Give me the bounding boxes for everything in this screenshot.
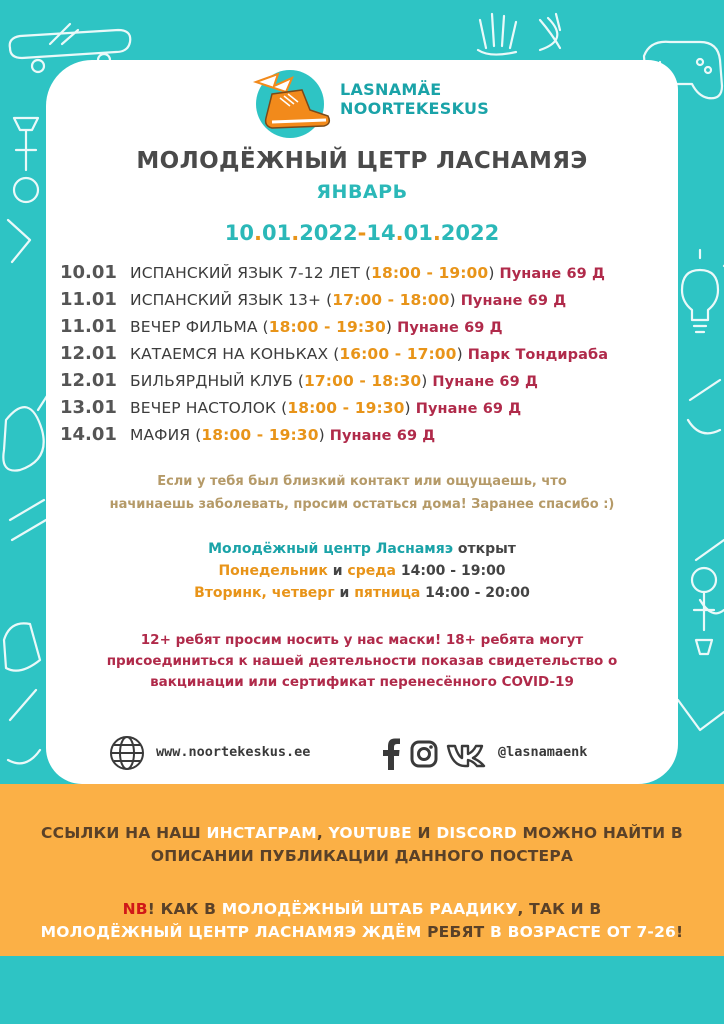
schedule-place: Пунане 69 Д	[397, 320, 503, 336]
date-from-month: 01	[261, 221, 292, 245]
schedule-row: 11.01 ВЕЧЕР ФИЛЬМА (18:00 - 19:30) Пунане 69 Д	[60, 316, 503, 337]
discord-label: DISCORD	[436, 824, 517, 842]
brand-name	[340, 80, 489, 118]
schedule-event: МАФИЯ	[130, 426, 191, 444]
mask-line-2: присоединиться к нашей деятельности показав свидетельство о	[106, 653, 618, 669]
schedule-event: КАТАЕМСЯ НА КОНЬКАХ	[130, 345, 329, 363]
friday-label: пятница	[354, 585, 421, 601]
vk-icon[interactable]	[446, 742, 490, 768]
schedule-time: 18:00 - 19:30	[287, 399, 405, 417]
opening-hours	[80, 538, 644, 604]
nb-text-2: , ТАК И В	[517, 900, 602, 918]
social-handle[interactable]: @lasnamaenk	[498, 744, 588, 760]
bottom-strip	[0, 956, 724, 1024]
page-title: МОЛОДЁЖНЫЙ ЦЕТР ЛАСНАМЯЭ	[136, 148, 588, 174]
wednesday-label: среда	[347, 563, 396, 579]
schedule-time: 16:00 - 17:00	[339, 345, 457, 363]
skateboard-side-icon	[688, 380, 724, 613]
schedule-row: 12.01 БИЛЬЯРДНЫЙ КЛУБ (17:00 - 18:30) Пунане 69 Д	[60, 370, 538, 391]
schedule-place: Пунане 69 Д	[432, 374, 538, 390]
notice-line-2: начинаешь заболевать, просим остаться дома! Заранее спасибо :)	[109, 497, 615, 512]
mon-wed-time: 14:00 - 19:00	[400, 563, 506, 579]
date-to-day: 14	[366, 221, 396, 245]
schedule-date: 11.01	[60, 289, 117, 310]
raadiku-label: МОЛОДЁЖНЫЙ ШТАБ РААДИКУ	[221, 900, 518, 918]
lasnamae-label: МОЛОДЁЖНЫЙ ЦЕНТР ЛАСНАМЯЭ	[40, 923, 357, 941]
schedule-event: ИСПАНСКИЙ ЯЗЫК 7-12 ЛЕТ	[130, 264, 360, 282]
mask-line-1: 12+ ребят просим носить у нас маски! 18+ ребята могут	[140, 632, 584, 648]
open-label: открыт	[457, 541, 516, 557]
schedule-row: 14.01 МАФИЯ (18:00 - 19:30) Пунане 69 Д	[60, 424, 436, 445]
schedule-date: 13.01	[60, 397, 117, 418]
health-notice	[80, 470, 644, 516]
links-notice	[0, 822, 724, 868]
schedule-place: Пунане 69 Д	[499, 266, 606, 282]
wait-word: ЖДЁМ	[361, 923, 422, 941]
links-text-1: ССЫЛКИ НА НАШ	[41, 824, 201, 842]
schedule-time: 18:00 - 19:30	[201, 426, 319, 444]
links-text-2: МОЖНО НАЙТИ В	[522, 824, 683, 842]
and-label-2: и	[339, 585, 350, 601]
facebook-icon[interactable]	[382, 738, 400, 770]
schedule-list	[58, 262, 678, 451]
schedule-date: 14.01	[60, 424, 117, 445]
mask-line-3: вакцинации или сертификат перенесённого COVID-19	[150, 674, 574, 690]
schedule-time: 17:00 - 18:30	[304, 372, 422, 390]
schedule-place: Пунане 69 Д	[415, 401, 522, 417]
schedule-event: ИСПАНСКИЙ ЯЗЫК 13+	[130, 291, 322, 309]
schedule-place: Пунане 69 Д	[460, 293, 567, 309]
date-to-year: 2022	[440, 221, 500, 245]
schedule-place: Парк Тондираба	[467, 347, 609, 363]
schedule-time: 18:00 - 19:30	[268, 318, 386, 336]
links-text-3: ОПИСАНИИ ПУБЛИКАЦИИ ДАННОГО ПОСТЕРА	[150, 847, 574, 865]
globe-icon	[108, 734, 146, 772]
date-from-day: 10	[224, 221, 254, 245]
comma: ,	[316, 824, 323, 842]
schedule-row: 11.01 ИСПАНСКИЙ ЯЗЫК 13+ (17:00 - 18:00) Пунане 69 Д	[60, 289, 567, 310]
mask-notice	[80, 630, 644, 693]
and-word: И	[417, 824, 431, 842]
date-from-year: 2022	[299, 221, 358, 245]
schedule-time: 17:00 - 18:00	[332, 291, 450, 309]
date-range: 10.01.2022-14.01.2022	[224, 221, 500, 245]
monday-label: Понедельник	[218, 563, 328, 579]
and-label-1: и	[332, 563, 343, 579]
nb-notice	[0, 898, 724, 944]
website-link[interactable]: www.noortekeskus.ee	[156, 744, 311, 760]
hand-icon	[478, 14, 560, 55]
notice-line-1: Если у тебя был близкий контакт или ощущаешь, что	[157, 474, 567, 489]
schedule-event: ВЕЧЕР ФИЛЬМА	[130, 318, 258, 336]
schedule-time: 18:00 - 19:00	[371, 264, 489, 282]
brand-line-2: NOORTEKESKUS	[340, 99, 490, 118]
age-label: В ВОЗРАСТЕ ОТ 7-26	[490, 923, 677, 941]
schedule-row: 10.01 ИСПАНСКИЙ ЯЗЫК 7-12 ЛЕТ (18:00 - 19:00) Пунане 69 Д	[60, 262, 606, 283]
nb-label: NB	[122, 900, 148, 918]
schedule-row: 13.01 ВЕЧЕР НАСТОЛОК (18:00 - 19:30) Пунане 69 Д	[60, 397, 522, 418]
sneaker-logo-icon	[232, 64, 342, 140]
schedule-date: 11.01	[60, 316, 117, 337]
kids-word: РЕБЯТ	[427, 923, 485, 941]
controller-left-icon	[4, 623, 40, 763]
schedule-date: 12.01	[60, 370, 117, 391]
schedule-event: БИЛЬЯРДНЫЙ КЛУБ	[130, 372, 293, 390]
instagram-label: ИНСТАГРАМ	[206, 824, 317, 842]
contact-bar	[108, 734, 628, 774]
schedule-row: 12.01 КАТАЕМСЯ НА КОНЬКАХ (16:00 - 17:00) Парк Тондираба	[60, 343, 609, 364]
kendama-right-icon	[678, 568, 724, 730]
center-name: Молодёжный центр Ласнамяэ	[208, 541, 454, 557]
exclamation: !	[676, 923, 684, 941]
tue-thu-label: Вторинк, четверг	[194, 585, 335, 601]
date-to-month: 01	[403, 221, 433, 245]
nb-text-1: ! КАК В	[147, 900, 217, 918]
youtube-label: YOUTUBE	[328, 824, 412, 842]
month-label: ЯНВАРЬ	[316, 181, 408, 203]
schedule-event: ВЕЧЕР НАСТОЛОК	[130, 399, 277, 417]
schedule-date: 10.01	[60, 262, 117, 283]
schedule-date: 12.01	[60, 343, 117, 364]
brand-line-1: LASNAMÄE	[340, 80, 442, 99]
schedule-place: Пунане 69 Д	[329, 428, 436, 444]
tue-fri-time: 14:00 - 20:00	[425, 585, 530, 601]
lightbulb-icon	[670, 250, 724, 332]
instagram-icon[interactable]	[410, 740, 438, 768]
